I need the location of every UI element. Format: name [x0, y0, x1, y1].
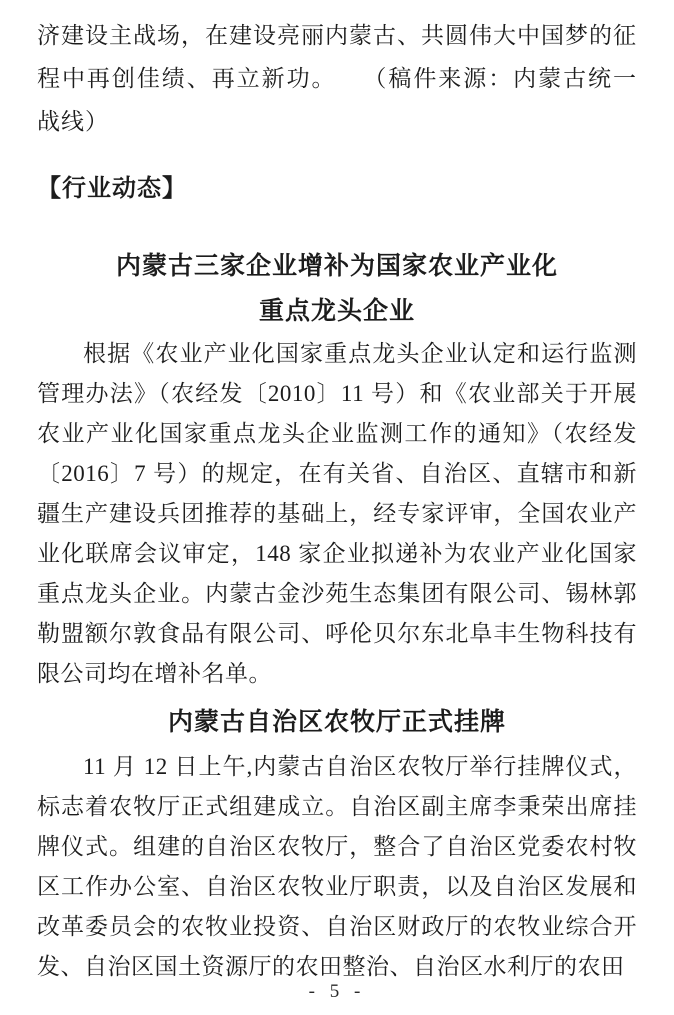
page-number: - 5 - — [308, 981, 366, 1002]
article-1-title — [37, 244, 637, 334]
continuation-paragraph: 济建设主战场，在建设亮丽内蒙古、共圆伟大中国梦的征程中再创佳绩、再立新功。 （稿件来源：内蒙古统一战线） — [37, 23, 637, 134]
article-2-title: 内蒙古自治区农牧厅正式挂牌 — [167, 709, 506, 736]
article-2-body: 11 月 12 日上午,内蒙古自治区农牧厅举行挂牌仪式，标志着农牧厅正式组建成立。自治区副主席李秉荣出席挂牌仪式。组建的自治区农牧厅，整合了自治区党委农村牧区工作办公室、自治区农牧业厅职责，以及自治区发展和改革委员会的农牧业投资、自治区财政厅的农牧业综合开发、自治区国土资源厅的农田整治、自治区水利厅的农田 — [37, 754, 637, 979]
article-1-body: 根据《农业产业化国家重点龙头企业认定和运行监测管理办法》（农经发〔2010〕11 号）和《农业部关于开展农业产业化国家重点龙头企业监测工作的通知》（农经发〔2016〕7 号）的规定，在有关省、自治区、直辖市和新疆生产建设兵团推荐的基础上，经专家评审，全国农业产业化联席会议审定，148 家企业拟递补为农业产业化国家重点龙头企业。内蒙古金沙苑生态集团有限公司、锡林郭勒盟额尔敦食品有限公司、呼伦贝尔东北阜丰生物科技有限公司均在增补名单。 — [37, 341, 637, 686]
article-1-title-line-2: 重点龙头企业 — [258, 298, 415, 325]
section-header-industry-news: 【行业动态】 — [37, 175, 187, 202]
article-1-title-line-1: 内蒙古三家企业增补为国家农业产业化 — [115, 253, 558, 280]
